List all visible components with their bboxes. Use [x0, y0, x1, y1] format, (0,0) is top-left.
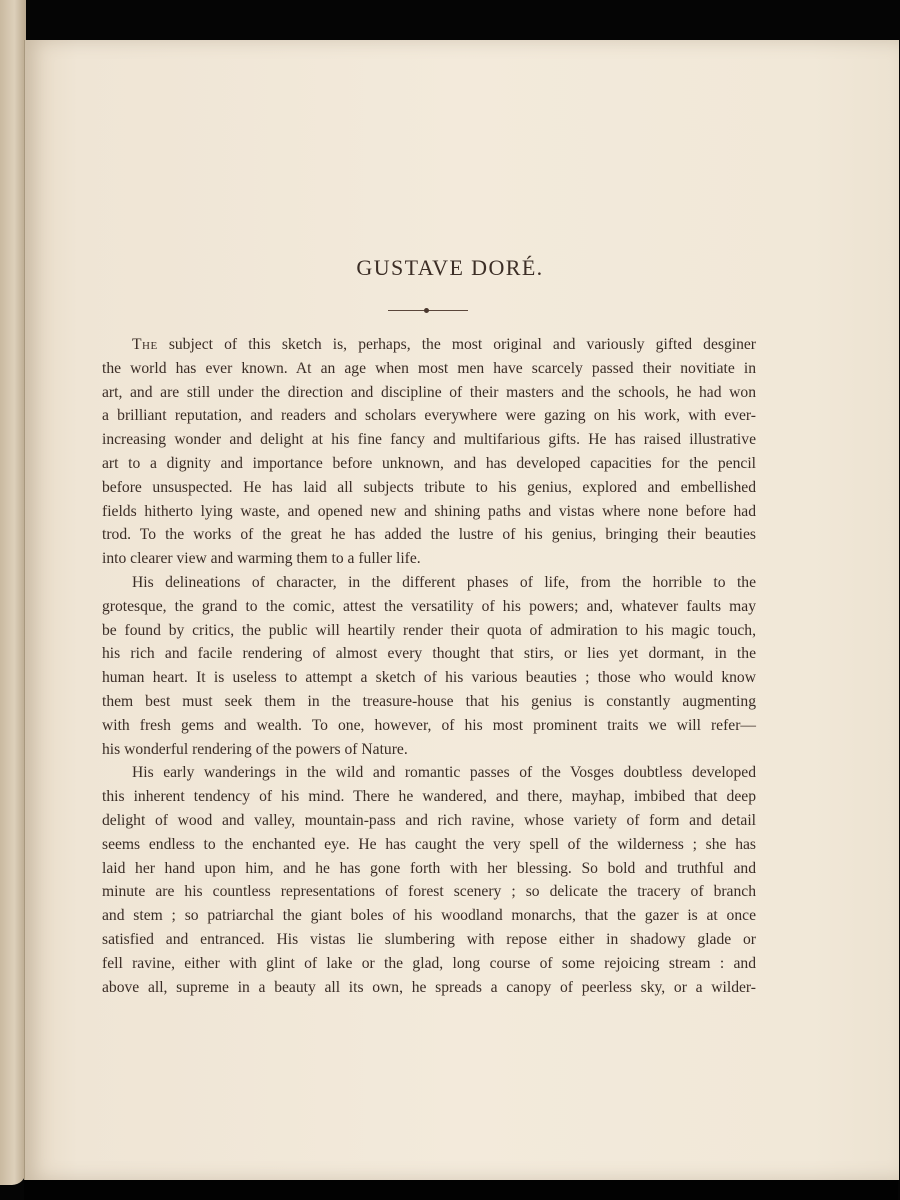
- text-line: laid her hand upon him, and he has gone forth with her blessing. So bold and truthful and: [102, 859, 756, 877]
- text-line: human heart. It is useless to attempt a sketch of his various beauties ; those who would know: [102, 669, 756, 687]
- text-line: above all, supreme in a beauty all its own, he spreads a canopy of peerless sky, or a wilder-: [102, 978, 756, 996]
- text-line: into clearer view and warming them to a fuller life.: [102, 550, 421, 568]
- text-line: His early wanderings in the wild and romantic passes of the Vosges doubtless developed: [132, 764, 756, 782]
- text-line: His delineations of character, in the different phases of life, from the horrible to the: [132, 573, 756, 591]
- text-line: this inherent tendency of his mind. There he wandered, and there, mayhap, imbibed that deep: [102, 788, 756, 806]
- text-line: seems endless to the enchanted eye. He has caught the very spell of the wilderness ; she has: [102, 835, 756, 853]
- text-line: them best must seek them in the treasure-house that his genius is constantly augmenting: [102, 692, 756, 710]
- drop-lead-word: The: [132, 336, 158, 353]
- title-divider-ornament: [424, 308, 429, 313]
- page-title: GUSTAVE DORÉ.: [356, 255, 544, 280]
- text-line: increasing wonder and delight at his fine fancy and multifarious gifts. He has raised illustrative: [102, 431, 756, 449]
- text-line: grotesque, the grand to the comic, attest the versatility of his powers; and, whatever faults may: [102, 597, 756, 615]
- text-line: delight of wood and valley, mountain-pass and rich ravine, whose variety of form and detail: [102, 811, 756, 829]
- text-line: a brilliant reputation, and readers and scholars everywhere were gazing on his work, with ever-: [102, 407, 756, 425]
- text-line: his wonderful rendering of the powers of Nature.: [102, 740, 408, 758]
- text-line: with fresh gems and wealth. To one, however, of his most prominent traits we will refer—: [102, 716, 756, 734]
- text-line: satisfied and entranced. His vistas lie slumbering with repose either in shadowy glade or: [102, 930, 756, 948]
- page-bottom-shadow: [24, 1180, 898, 1200]
- text-line: the world has ever known. At an age when most men have scarcely passed their novitiate in: [102, 359, 756, 377]
- text-line: minute are his countless representations of forest scenery ; so delicate the tracery of branch: [102, 883, 756, 901]
- text-line: his rich and facile rendering of almost every thought that stirs, or lies yet dormant, in the: [102, 645, 756, 663]
- text-line: be found by critics, the public will heartily render their quota of admiration to his magic touch,: [102, 621, 756, 639]
- previous-page-edge: [0, 0, 26, 1185]
- text-line: The subject of this sketch is, perhaps, the most original and variously gifted desginer: [132, 336, 756, 353]
- body-text: [102, 333, 756, 999]
- text-line: art to a dignity and importance before unknown, and has developed capacities for the pencil: [102, 454, 756, 472]
- text-line: before unsuspected. He has laid all subjects tribute to his genius, explored and embellished: [102, 478, 756, 496]
- text-line: art, and are still under the direction and discipline of their masters and the schools, he had won: [102, 383, 756, 401]
- text-line: and stem ; so patriarchal the giant boles of his woodland monarchs, that the gazer is at once: [102, 907, 756, 925]
- text-line: trod. To the works of the great he has added the lustre of his genius, bringing their beauties: [102, 526, 756, 544]
- text-line: fields hitherto lying waste, and opened new and shining paths and vistas where none before had: [102, 502, 756, 520]
- text-line: fell ravine, either with glint of lake or the glad, long course of some rejoicing stream : and: [102, 954, 756, 972]
